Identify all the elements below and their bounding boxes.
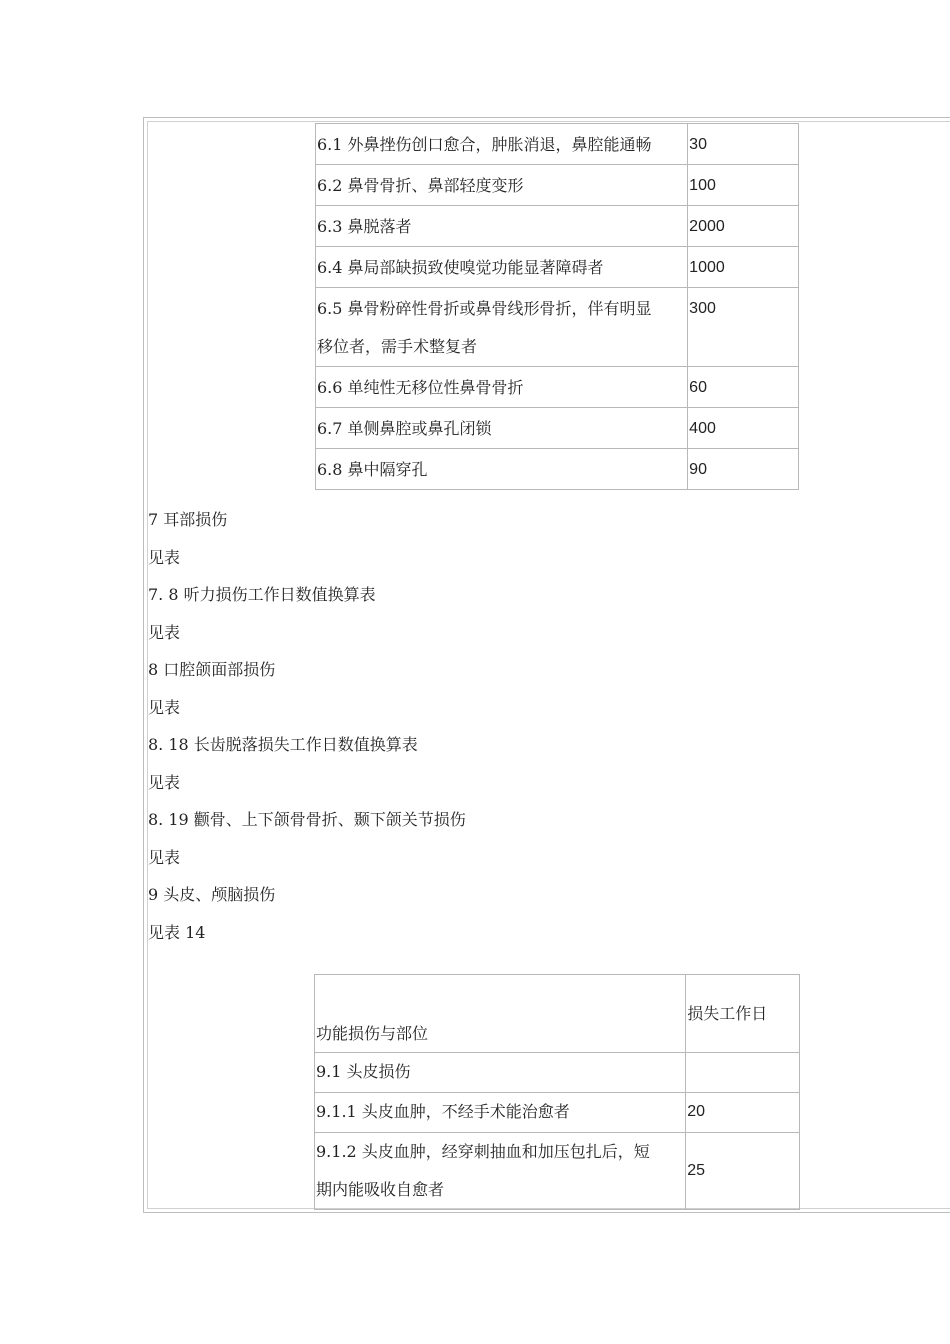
- table-row: [316, 247, 799, 288]
- workdays-value: 25: [686, 1133, 800, 1210]
- see-table-note: 见表: [148, 547, 181, 567]
- injury-label: 6.7 单侧鼻腔或鼻孔闭锁: [316, 408, 688, 449]
- injury-label: [315, 1133, 686, 1210]
- workdays-value: 90: [688, 449, 799, 490]
- workdays-value: 400: [688, 408, 799, 449]
- table-row: [316, 449, 799, 490]
- injury-label: 6.4 鼻局部缺损致使嗅觉功能显著障碍者: [316, 247, 688, 288]
- scalp-injury-table: [314, 974, 800, 1210]
- see-table-note: 见表: [148, 847, 181, 867]
- nose-injury-table: [315, 123, 799, 490]
- table-row: [315, 1053, 800, 1093]
- see-table-note: 见表: [148, 697, 181, 717]
- table-row: [316, 367, 799, 408]
- workdays-value: 1000: [688, 247, 799, 288]
- injury-label: 9.1 头皮损伤: [315, 1053, 686, 1093]
- table-row: [316, 408, 799, 449]
- header-lost-workdays: 损失工作日: [686, 975, 800, 1053]
- table-row: [315, 1093, 800, 1133]
- table-row: [316, 206, 799, 247]
- workdays-value: 2000: [688, 206, 799, 247]
- workdays-value: 100: [688, 165, 799, 206]
- injury-label: 6.6 单纯性无移位性鼻骨骨折: [316, 367, 688, 408]
- table-row: [316, 124, 799, 165]
- section-lines: [148, 505, 466, 955]
- table-row: [316, 165, 799, 206]
- section-heading: 7 耳部损伤: [148, 510, 228, 529]
- workdays-value: 20: [686, 1093, 800, 1133]
- table-row: [315, 1133, 800, 1210]
- workdays-value: 60: [688, 367, 799, 408]
- see-table-note: 见表: [148, 622, 181, 642]
- injury-label: 6.2 鼻骨骨折、鼻部轻度变形: [316, 165, 688, 206]
- injury-label: 6.1 外鼻挫伤创口愈合，肿胀消退，鼻腔能通畅: [316, 124, 688, 165]
- injury-label: 6.3 鼻脱落者: [316, 206, 688, 247]
- table-header-row: [315, 975, 800, 1053]
- see-table-note: 见表: [148, 772, 181, 792]
- workdays-value: 30: [688, 124, 799, 165]
- injury-label-line1: 6.5 鼻骨粉碎性骨折或鼻骨线形骨折，伴有明显: [317, 299, 652, 318]
- table-row: [316, 288, 799, 367]
- section-heading: 8 口腔颌面部损伤: [148, 660, 276, 679]
- section-heading: 8. 18 长齿脱落损失工作日数值换算表: [148, 735, 418, 754]
- section-heading: 8. 19 颧骨、上下颌骨骨折、颞下颌关节损伤: [148, 810, 466, 829]
- section-heading: 9 头皮、颅脑损伤: [148, 885, 276, 904]
- injury-label-line2: 移位者，需手术整复者: [317, 337, 478, 356]
- section-heading: 7. 8 听力损伤工作日数值换算表: [148, 585, 376, 604]
- injury-label-line1: 9.1.2 头皮血肿，经穿刺抽血和加压包扎后，短: [316, 1142, 650, 1161]
- injury-label: 6.8 鼻中隔穿孔: [316, 449, 688, 490]
- injury-label: 9.1.1 头皮血肿，不经手术能治愈者: [315, 1093, 686, 1133]
- header-injury-site: 功能损伤与部位: [315, 975, 686, 1053]
- injury-label-line2: 期内能吸收自愈者: [316, 1180, 445, 1199]
- injury-label: [316, 288, 688, 367]
- workdays-value: 300: [688, 288, 799, 367]
- see-table-note: 见表 14: [148, 922, 206, 942]
- workdays-value: [686, 1053, 800, 1093]
